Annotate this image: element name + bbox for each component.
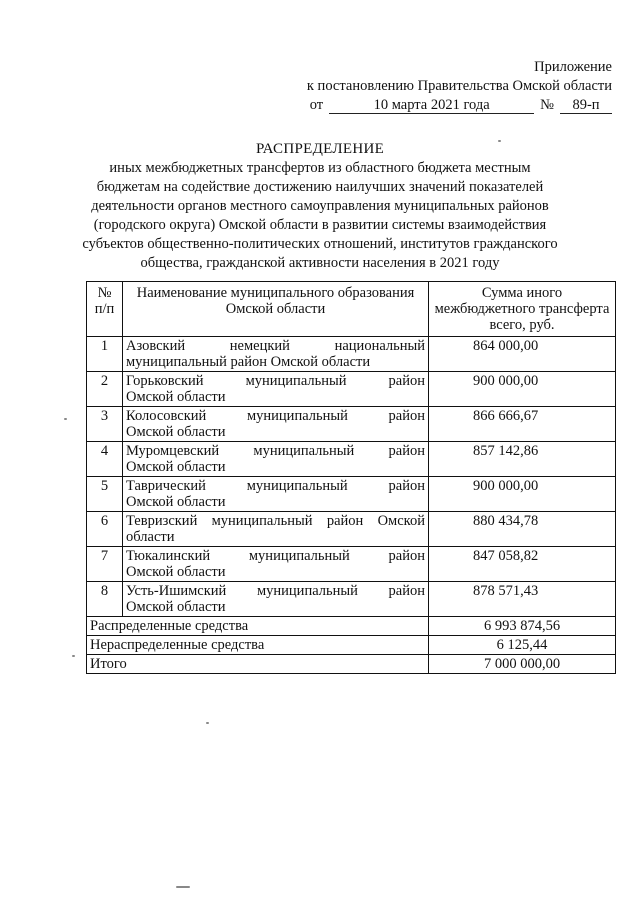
row-number: 4 bbox=[87, 442, 123, 477]
row-number: 2 bbox=[87, 372, 123, 407]
row-amount: 864 000,00 bbox=[429, 337, 616, 372]
row-municipality bbox=[123, 477, 429, 512]
row-number: 3 bbox=[87, 407, 123, 442]
row-municipality bbox=[123, 582, 429, 617]
header-amount: Сумма иного межбюджетного трансферта всего, руб. bbox=[429, 282, 616, 337]
title-line: общества, гражданской активности населения в 2021 году bbox=[140, 255, 500, 271]
title-line: иных межбюджетных трансфертов из областного бюджета местным bbox=[109, 160, 531, 176]
summary-row bbox=[87, 655, 616, 674]
table-row bbox=[87, 512, 616, 547]
annex-number: 89-п bbox=[560, 97, 612, 114]
scan-speck bbox=[72, 655, 75, 657]
row-municipality bbox=[123, 372, 429, 407]
row-number: 7 bbox=[87, 547, 123, 582]
title-line: бюджетам на содействие достижению наилучших значений показателей bbox=[96, 179, 544, 195]
header-number: № п/п bbox=[87, 282, 123, 337]
table-row bbox=[87, 337, 616, 372]
scan-speck bbox=[64, 418, 67, 420]
municipality-line-1: Тюкалинский муниципальный район bbox=[126, 548, 425, 564]
table-row bbox=[87, 442, 616, 477]
distribution-table bbox=[86, 281, 616, 674]
municipality-line-1: Колосовский муниципальный район bbox=[126, 408, 425, 424]
table-row bbox=[87, 477, 616, 512]
municipality-line-1: Таврический муниципальный район bbox=[126, 478, 425, 494]
table-row bbox=[87, 372, 616, 407]
summary-label: Итого bbox=[87, 655, 429, 674]
summary-row bbox=[87, 636, 616, 655]
summary-amount: 7 000 000,00 bbox=[429, 655, 616, 674]
row-number: 8 bbox=[87, 582, 123, 617]
row-amount: 857 142,86 bbox=[429, 442, 616, 477]
annex-block bbox=[192, 58, 612, 115]
row-amount: 900 000,00 bbox=[429, 477, 616, 512]
table-row bbox=[87, 582, 616, 617]
scan-speck bbox=[176, 886, 190, 888]
summary-label: Нераспределенные средства bbox=[87, 636, 429, 655]
municipality-line-2: муниципальный район Омской области bbox=[126, 354, 371, 370]
table-row bbox=[87, 547, 616, 582]
summary-row bbox=[87, 617, 616, 636]
table-row bbox=[87, 407, 616, 442]
summary-label: Распределенные средства bbox=[87, 617, 429, 636]
title-line: субъектов общественно-политических отношений, институтов гражданского bbox=[82, 236, 558, 252]
row-number: 1 bbox=[87, 337, 123, 372]
annex-number-label: № bbox=[540, 97, 554, 113]
annex-title: Приложение bbox=[534, 59, 612, 75]
annex-reference: к постановлению Правительства Омской области bbox=[306, 78, 612, 94]
scan-speck bbox=[206, 722, 209, 724]
row-municipality bbox=[123, 512, 429, 547]
row-amount: 866 666,67 bbox=[429, 407, 616, 442]
row-municipality bbox=[123, 407, 429, 442]
row-municipality bbox=[123, 547, 429, 582]
municipality-line-2: Омской области bbox=[126, 599, 226, 615]
row-number: 6 bbox=[87, 512, 123, 547]
municipality-line-1: Азовский немецкий национальный bbox=[126, 338, 425, 354]
summary-amount: 6 993 874,56 bbox=[429, 617, 616, 636]
municipality-line-2: Омской области bbox=[126, 389, 226, 405]
row-amount: 900 000,00 bbox=[429, 372, 616, 407]
title-line: (городского округа) Омской области в развитии системы взаимодействия bbox=[93, 217, 547, 233]
municipality-line-1: Горьковский муниципальный район bbox=[126, 373, 425, 389]
municipality-line-1: Усть-Ишимский муниципальный район bbox=[126, 583, 425, 599]
municipality-line-1: Тевризский муниципальный район Омской bbox=[126, 513, 425, 529]
row-municipality bbox=[123, 442, 429, 477]
annex-date-line bbox=[192, 96, 612, 115]
summary-amount: 6 125,44 bbox=[429, 636, 616, 655]
annex-date: 10 марта 2021 года bbox=[329, 97, 534, 114]
scan-speck bbox=[498, 140, 501, 142]
title-line: деятельности органов местного самоуправления муниципальных районов bbox=[91, 198, 549, 214]
municipality-line-2: области bbox=[126, 529, 175, 545]
row-amount: 880 434,78 bbox=[429, 512, 616, 547]
municipality-line-1: Муромцевский муниципальный район bbox=[126, 443, 425, 459]
municipality-line-2: Омской области bbox=[126, 424, 226, 440]
row-amount: 847 058,82 bbox=[429, 547, 616, 582]
municipality-line-2: Омской области bbox=[126, 459, 226, 475]
header-name: Наименование муниципального образования Омской области bbox=[123, 282, 429, 337]
document-title bbox=[70, 140, 570, 273]
table-header-row bbox=[87, 282, 616, 337]
row-municipality bbox=[123, 337, 429, 372]
municipality-line-2: Омской области bbox=[126, 564, 226, 580]
municipality-line-2: Омской области bbox=[126, 494, 226, 510]
document-heading: РАСПРЕДЕЛЕНИЕ bbox=[255, 141, 385, 157]
row-amount: 878 571,43 bbox=[429, 582, 616, 617]
row-number: 5 bbox=[87, 477, 123, 512]
annex-from-label: от bbox=[309, 97, 324, 113]
